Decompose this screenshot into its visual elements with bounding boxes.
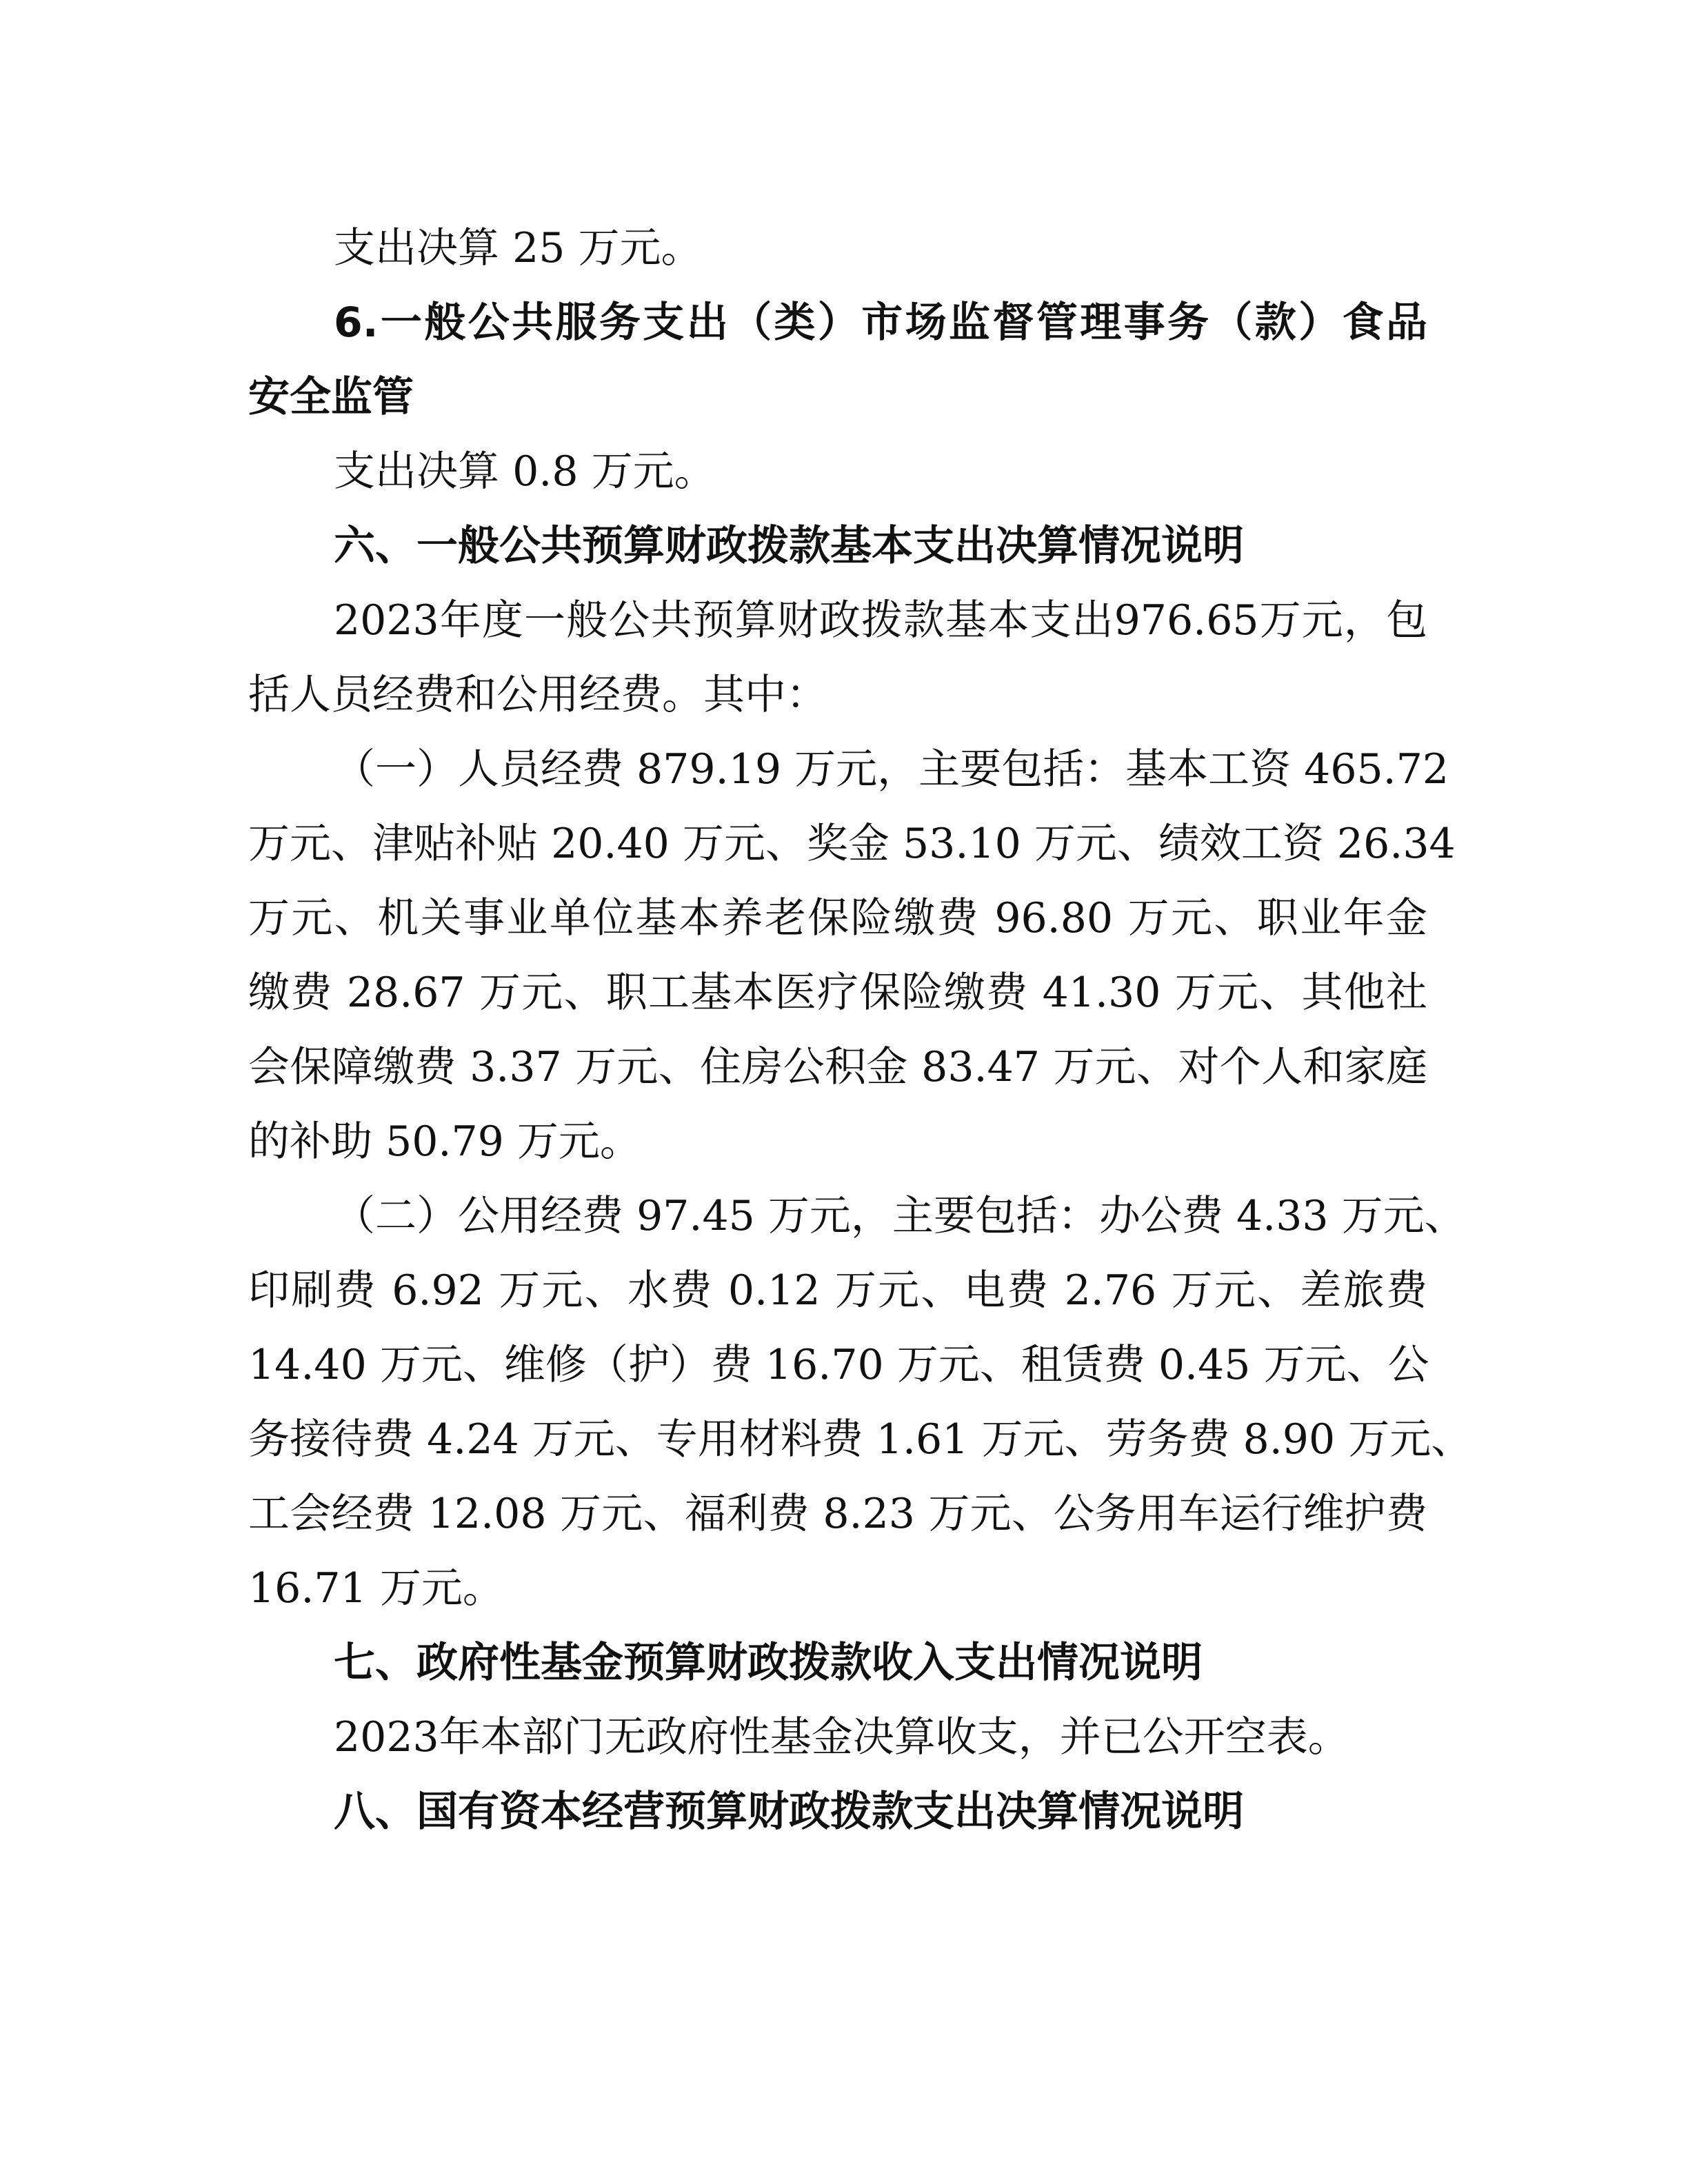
paragraph-line: 工会经费 12.08 万元、福利费 8.23 万元、公务用车运行维护费	[248, 1490, 1427, 1538]
paragraph-line: 16.71 万元。	[248, 1564, 504, 1612]
paragraph-line: 会保障缴费 3.37 万元、住房公积金 83.47 万元、对个人和家庭	[248, 1043, 1427, 1091]
paragraph-line: 的补助 50.79 万元。	[248, 1118, 641, 1166]
paragraph-line: 印刷费 6.92 万元、水费 0.12 万元、电费 2.76 万元、差旅费	[248, 1266, 1427, 1315]
paragraph-line: 缴费 28.67 万元、职工基本医疗保险缴费 41.30 万元、其他社	[248, 969, 1427, 1017]
paragraph-line: 万元、津贴补贴 20.40 万元、奖金 53.10 万元、绩效工资 26.34	[248, 820, 1456, 868]
paragraph-line: （一）人员经费 879.19 万元，主要包括：基本工资 465.72	[334, 745, 1449, 793]
paragraph-line: 2023年度一般公共预算财政拨款基本支出976.65万元，包	[334, 596, 1427, 645]
section-heading-line: 安全监管	[248, 373, 414, 421]
paragraph-line: 支出决算 0.8 万元。	[334, 447, 716, 496]
section-heading: 八、国有资本经营预算财政拨款支出决算情况说明	[334, 1788, 1244, 1836]
section-heading-line: 6.一般公共服务支出（类）市场监督管理事务（款）食品	[334, 299, 1427, 347]
paragraph-line: 2023年本部门无政府性基金决算收支，并已公开空表。	[334, 1713, 1349, 1761]
section-heading: 六、一般公共预算财政拨款基本支出决算情况说明	[334, 522, 1244, 570]
paragraph-line: 万元、机关事业单位基本养老保险缴费 96.80 万元、职业年金	[248, 894, 1427, 942]
paragraph-line: 务接待费 4.24 万元、专用材料费 1.61 万元、劳务费 8.90 万元、	[248, 1415, 1473, 1464]
paragraph-line: 支出决算 25 万元。	[334, 224, 703, 272]
section-heading: 七、政府性基金预算财政拨款收入支出情况说明	[334, 1639, 1203, 1687]
paragraph-line: 14.40 万元、维修（护）费 16.70 万元、租赁费 0.45 万元、公	[248, 1341, 1429, 1389]
paragraph-line: （二）公用经费 97.45 万元，主要包括：办公费 4.33 万元、	[334, 1192, 1466, 1240]
paragraph-line: 括人员经费和公用经费。其中：	[248, 671, 827, 719]
